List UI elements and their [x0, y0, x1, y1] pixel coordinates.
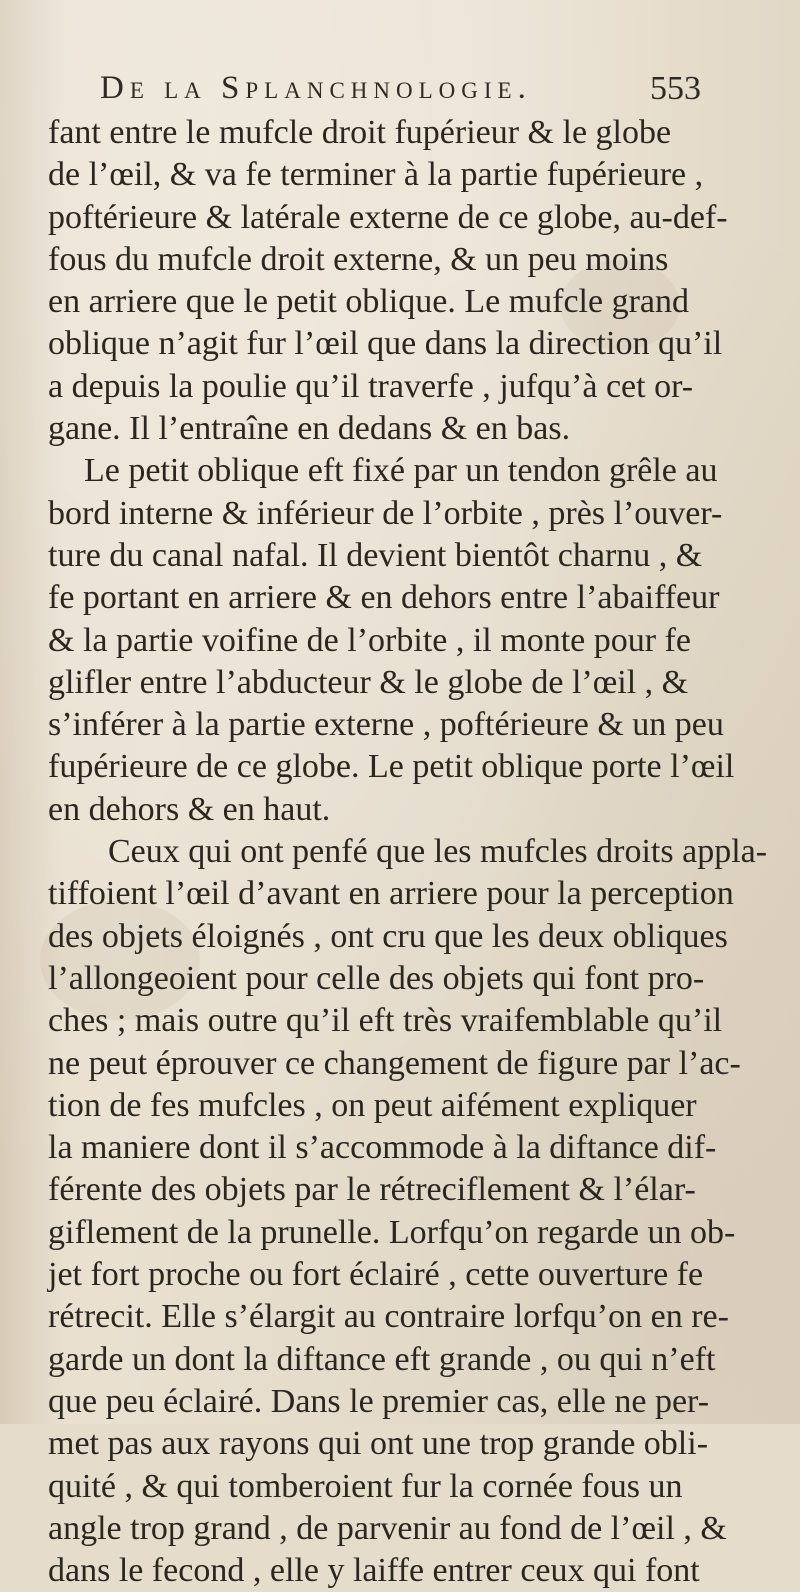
page-number: 553: [650, 70, 701, 107]
text-line: la maniere dont il s’accommode à la diftance dif-: [48, 1129, 717, 1167]
text-line: quité , & qui tomberoient fur la cornée fous un: [48, 1467, 683, 1505]
text-line: garde un dont la diftance eft grande , ou qui n’eft: [48, 1340, 716, 1378]
text-line: a depuis la poulie qu’il traverfe , jufqu’à cet or-: [48, 367, 694, 405]
text-line: tion de fes mufcles , on peut aifément expliquer: [48, 1086, 697, 1124]
text-line: glifler entre l’abducteur & le globe de l’œil , &: [48, 663, 689, 701]
text-line: giflement de la prunelle. Lorfqu’on regarde un ob-: [48, 1213, 736, 1251]
text-line: l’allongeoient pour celle des objets qui font pro-: [48, 959, 705, 997]
text-line: angle trop grand , de parvenir au fond de l’œil , &: [48, 1509, 727, 1547]
text-line: rétrecit. Elle s’élargit au contraire lorfqu’on en re-: [48, 1298, 729, 1336]
text-line: oblique n’agit fur l’œil que dans la direction qu’il: [48, 325, 723, 363]
text-line: poftérieure & latérale externe de ce globe, au-def-: [48, 198, 728, 236]
text-line: que peu éclairé. Dans le premier cas, elle ne per-: [48, 1382, 710, 1420]
text-line: de l’œil, & va fe terminer à la partie fupérieure ,: [48, 156, 704, 194]
text-line: fupérieure de ce globe. Le petit oblique porte l’œil: [48, 748, 735, 786]
text-line: fant entre le mufcle droit fupérieur & le globe: [48, 114, 672, 151]
text-line: ne peut éprouver ce changement de figure par l’ac-: [48, 1044, 741, 1082]
body-text: [48, 112, 768, 1592]
text-line: en arriere que le petit oblique. Le mufcle grand: [48, 283, 689, 321]
text-line: en dehors & en haut.: [48, 790, 331, 828]
text-line: jet fort proche ou fort éclairé , cette ouverture fe: [48, 1256, 704, 1294]
text-line: férente des objets par le rétreciflement & l’élar-: [48, 1171, 696, 1209]
running-head: De la Splanchnologie.: [100, 70, 532, 106]
text-line: s’inférer à la partie externe , poftérieure & un peu: [48, 706, 724, 744]
text-line: dans le fecond , elle y laiffe entrer ceux qui font: [48, 1552, 700, 1590]
text-line: bord interne & inférieur de l’orbite , près l’ouver-: [48, 494, 723, 532]
paragraph-start-line: Ceux qui ont penfé que les mufcles droits appla-: [108, 833, 768, 871]
text-line: des objets éloignés , ont cru que les deux obliques: [48, 917, 728, 955]
text-line: & la partie voifine de l’orbite , il monte pour fe: [48, 621, 691, 659]
text-line: tiffoient l’œil d’avant en arriere pour la perception: [48, 875, 734, 913]
text-line: fe portant en arriere & en dehors entre l’abaiffeur: [48, 579, 720, 617]
text-line: ches ; mais outre qu’il eft très vraifemblable qu’il: [48, 1002, 723, 1040]
text-line: fous du mufcle droit externe, & un peu moins: [48, 240, 669, 278]
page-header: [0, 70, 800, 110]
paragraph-start-line: Le petit oblique eft fixé par un tendon grêle au: [84, 452, 718, 490]
text-line: met pas aux rayons qui ont une trop grande obli-: [48, 1425, 709, 1463]
text-line: gane. Il l’entraîne en dedans & en bas.: [48, 410, 571, 448]
text-line: ture du canal nafal. Il devient bientôt charnu , &: [48, 536, 703, 574]
